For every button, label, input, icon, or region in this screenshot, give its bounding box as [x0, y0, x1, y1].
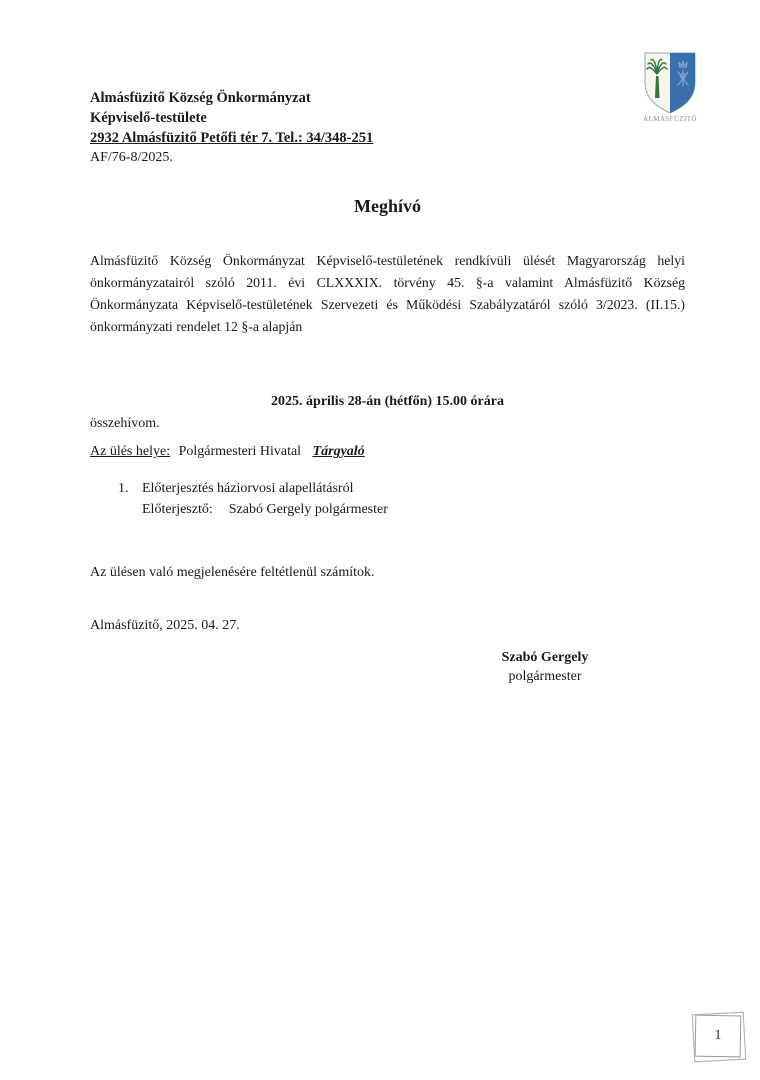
presenter-label: Előterjesztő: [142, 502, 213, 517]
location-label: Az ülés helye: [90, 444, 171, 459]
agenda-presenter-line [142, 499, 388, 520]
coat-of-arms-icon [641, 52, 699, 114]
agenda-list [118, 478, 388, 520]
attendance-note: Az ülésen való megjelenésére feltétlenül számítok. [90, 565, 375, 580]
signature-name: Szabó Gergely [501, 650, 589, 665]
committee-line: Képviselő-testülete [90, 110, 207, 126]
signature-block [430, 648, 660, 686]
agenda-number: 1. [118, 481, 129, 496]
meeting-datetime: 2025. április 28-án (hétfőn) 15.00 órára [271, 394, 504, 409]
municipality-logo [641, 52, 699, 123]
org-name-line: Almásfüzitő Község Önkormányzat [90, 90, 311, 106]
intro-paragraph: Almásfüzitő Község Önkormányzat Képviselő-testületének rendkívüli ülését Magyarország helyi önkormányzatairól szóló 2011. évi CLXXXIX. törvény 45. §-a valamint Almásfüzitő Község Önkormányzata Képviselő-testületének Szervezeti és Működési Szabályzatáról szóló 3/2023. (II.15.) önkormányzati rendelet 12 §-a alapján [90, 253, 685, 334]
convene-text: összehívom. [90, 416, 160, 431]
signature-title: polgármester [508, 669, 582, 684]
page-number-box [692, 1012, 746, 1063]
location-venue: Polgármesteri Hivatal [178, 444, 302, 459]
letterhead [90, 88, 570, 168]
page-number: 1 [695, 1015, 742, 1058]
location-room: Tárgyaló [312, 444, 365, 459]
meeting-location-line [90, 444, 365, 460]
page-title: Meghívó [354, 196, 421, 216]
address-line: 2932 Almásfüzitő Petőfi tér 7. Tel.: 34/348-251 [90, 130, 374, 146]
agenda-item [118, 478, 388, 520]
reference-number: AF/76-8/2025. [90, 150, 173, 165]
agenda-body [142, 478, 388, 520]
logo-caption: ALMÁSFÜZITŐ [643, 115, 697, 123]
presenter-name: Szabó Gergely polgármester [228, 502, 388, 517]
date-place-line: Almásfüzitő, 2025. 04. 27. [90, 618, 240, 633]
agenda-title: Előterjesztés háziorvosi alapellátásról [142, 481, 354, 496]
